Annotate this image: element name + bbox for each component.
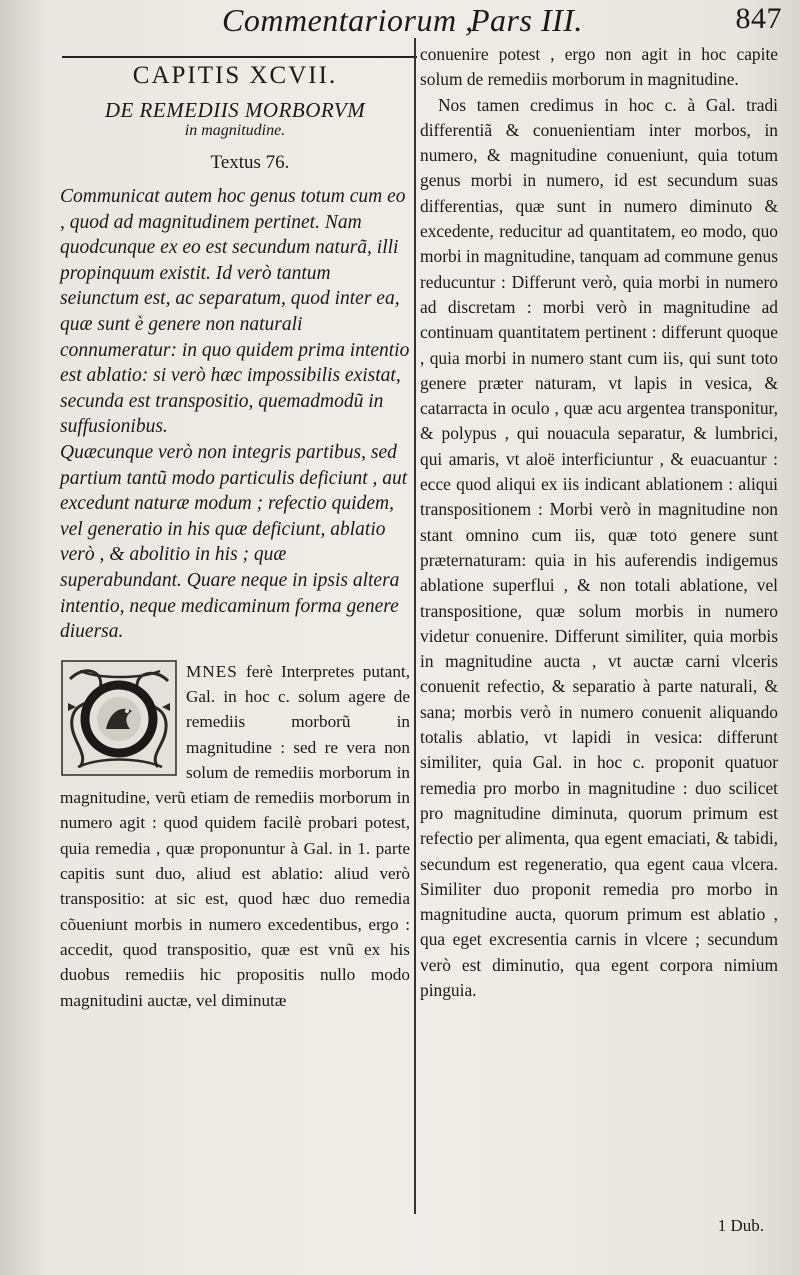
commentary-lead: MNES bbox=[186, 661, 238, 681]
commentary bbox=[60, 659, 410, 1013]
right-paragraph: conuenire potest , ergo non agit in hoc capite solum de remediis morborum in magnitudine. bbox=[420, 44, 778, 90]
chapter-heading: CAPITIS XCVII. bbox=[132, 62, 338, 89]
heading-rule bbox=[62, 56, 417, 58]
textus-paragraph: Communicat autem hoc genus totum cum eo , quod ad magnitudinem pertinet. Nam quodcunque ex eo est secundum naturã, illi propinquum existit. Id verò tantum seiunctum est, ac separatum, quod inter ea, quæ sunt è genere non naturali connumeratur: in quo quidem prima intentio est ablatio: si verò hæc impossibilis existat, secunda est transpositio, quemadmodũ in suffusionibus. bbox=[60, 186, 410, 438]
commentary-body: ferè Interpretes putant, Gal. in hoc c. solum agere de remediis morborũ in magnitudine : sed re vera non solum de remediis morborum in magnitudine, verũ etiam de remediis morborum in numero agit : quod quidem facilè probari potest, quia remedia , quæ proponuntur à Gal. in 1. parte capitis sunt duo, aliud est ablatio: aliud verò transpositio: at sic est, quod hæc duo remedia cõueniunt morbis in numero excedentibus, ergo : accedit, quod transpositio, quæ est vnũ ex his duobus remediis hic propositis nullo modo magnitudini auctæ, vel diminutæ bbox=[60, 661, 410, 1010]
left-column bbox=[60, 60, 410, 1013]
right-paragraph: Nos tamen credimus in hoc c. à Gal. tradi differentiã & conuenientiam inter morbos, in numero, & magnitudine conueniunt, quia totum genus morbi in numero, id est secundum suas differentias, quæ sunt in numero diminuto & excedente, reducitur ad quantitatem, eo modo, quo morbi in magnitudine, tanquam ad commune genus reducuntur : Differunt verò, quia morbi in numero ad discretam : morbi verò in magnitudine ad continuam quantitatem pertinent : differunt quoque , quia morbi in numero stant cum iis, qui sunt toto genere præter naturam, vt lapis in vesica, & catarracta in oculo , quæ acu argentea transponitur, & polypus , qui nouacula separatur, & lumbrici, qui amaris, vt aloë interficiuntur , & euacuantur : ecce quod aliqui ex iis indicant ablationem : aliqui transpositionem : Morbi verò in magnitudine non stant omnino cum iis, quæ toto genere sunt præternaturam: quia in his auferendis indigemus ablatione superflui , & non totali ablatione, vel transpositione, quæ solum morbis in numero videtur conuenire. Differunt similiter, quia morbis in magnitudine aucta , vt auctæ carni vlceris conuenit refectio, & separatio à parte naturali, & sana; morbis verò in numero conuenit aliquando totalis ablatio, vt lapidi in vesica: differunt similiter, quia Gal. in hoc c. proponit quatuor remedia pro morbo in magnitudine : duo scilicet pro magnitudine diminuta, quorum primum est refectio per alimenta, qua egent emaciati, & tabidi, secundum est regeneratio, qua egent caua vlcera. Similiter duo proponit remedia pro morbo in magnitudine aucta, quorum primum est ablatio , qua eget excresentia carnis in vlcere ; secundum verò est diminutio, qua egent corpora nimium pinguia. bbox=[420, 94, 778, 1000]
page-number: 847 bbox=[735, 2, 782, 35]
running-head-part: Pars III. bbox=[470, 2, 583, 38]
textus-label: Textus 76. bbox=[210, 152, 290, 173]
column-divider bbox=[414, 38, 416, 1214]
running-head bbox=[222, 2, 782, 42]
textus-paragraph: Quæcunque verò non integris partibus, sed partium tantũ modo particulis deficiunt , aut excedunt naturæ modum ; refectio quidem, vel generatio in his quæ deficiunt, ablatio verò , & abolitio in his ; quæ superabundant. Quare neque in ipsis altera intentio, neque medicaminum forma genere diuersa. bbox=[60, 441, 408, 643]
ornamental-initial-icon bbox=[60, 659, 178, 777]
running-head-title: Commentariorum , bbox=[222, 2, 474, 38]
textus-body bbox=[60, 184, 410, 645]
chapter-subtitle: DE REMEDIIS MORBORVM bbox=[104, 98, 366, 122]
right-column bbox=[420, 42, 778, 1003]
chapter-subtitle-line2: in magnitudine. bbox=[184, 122, 286, 139]
catchword: 1 Dub. bbox=[717, 1216, 764, 1235]
